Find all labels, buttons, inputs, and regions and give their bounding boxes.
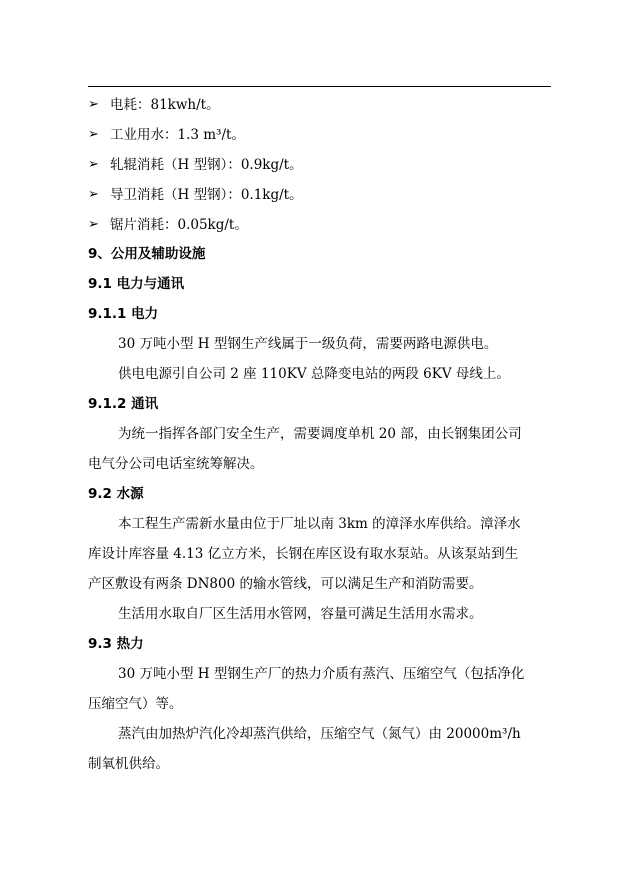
paragraph-power-2: 供电电源引自公司 2 座 110KV 总降变电站的两段 6KV 母线上。	[118, 366, 510, 382]
bullet-arrow-icon: ➢	[88, 187, 99, 202]
section-heading-9-1-1: 9.1.1 电力	[88, 306, 159, 322]
paragraph-comm-line-2: 电气分公司电话室统筹解决。	[88, 456, 264, 472]
bullet-arrow-icon: ➢	[88, 157, 99, 172]
section-heading-9-3: 9.3 热力	[88, 636, 144, 652]
paragraph-water-line-2: 库设计库容量 4.13 亿立方米，长钢在库区设有取水泵站。从该泵站到生	[88, 546, 519, 562]
header-rule	[88, 86, 551, 87]
paragraph-water-line-3: 产区敷设有两条 DN800 的输水管线，可以满足生产和消防需要。	[88, 576, 483, 592]
section-heading-9-2: 9.2 水源	[88, 486, 144, 502]
bullet-item-roll: 轧辊消耗（H 型钢）：0.9kg/t。	[110, 157, 303, 173]
bullet-arrow-icon: ➢	[88, 97, 99, 112]
bullet-item-saw: 锯片消耗：0.05kg/t。	[110, 217, 248, 233]
paragraph-comm-line-1: 为统一指挥各部门安全生产，需要调度单机 20 部，由长钢集团公司	[118, 426, 522, 442]
paragraph-heat-line-2: 压缩空气）等。	[88, 696, 183, 712]
paragraph-water-line-1: 本工程生产需新水量由位于厂址以南 3km 的漳泽水库供给。漳泽水	[118, 516, 521, 532]
bullet-item-guide: 导卫消耗（H 型钢）：0.1kg/t。	[110, 187, 303, 203]
paragraph-power-1: 30 万吨小型 H 型钢生产线属于一级负荷，需要两路电源供电。	[118, 336, 498, 352]
bullet-arrow-icon: ➢	[88, 127, 99, 142]
bullet-item-power: 电耗：81kwh/t。	[110, 97, 220, 113]
bullet-item-water: 工业用水：1.3 m³/t。	[110, 127, 245, 143]
section-heading-9-1-2: 9.1.2 通讯	[88, 396, 159, 412]
section-heading-9-1: 9.1 电力与通讯	[88, 276, 185, 292]
paragraph-heat-line-1: 30 万吨小型 H 型钢生产厂的热力介质有蒸汽、压缩空气（包括净化	[118, 666, 525, 682]
paragraph-steam-line-2: 制氧机供给。	[88, 756, 169, 772]
section-heading-9: 9、公用及辅助设施	[88, 246, 206, 262]
bullet-arrow-icon: ➢	[88, 217, 99, 232]
paragraph-domestic-water: 生活用水取自厂区生活用水管网，容量可满足生活用水需求。	[118, 606, 483, 622]
paragraph-steam-line-1: 蒸汽由加热炉汽化冷却蒸汽供给，压缩空气（氮气）由 20000m³/h	[118, 726, 521, 742]
